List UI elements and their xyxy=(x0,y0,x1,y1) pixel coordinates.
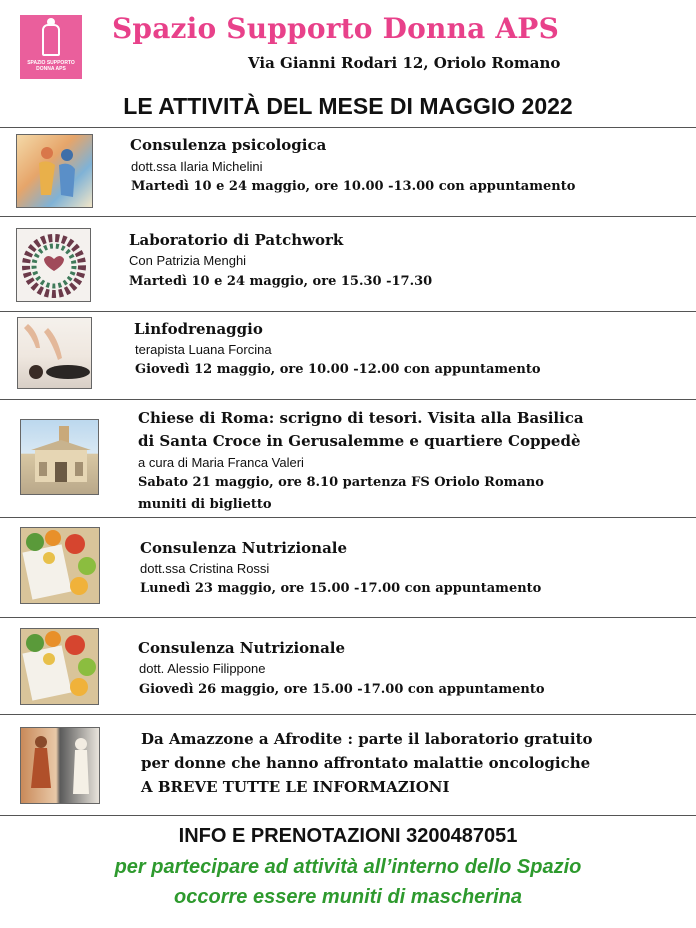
activity-title: Consulenza Nutrizionale xyxy=(140,539,348,557)
activity-schedule: Martedì 10 e 24 maggio, ore 15.30 -17.30 xyxy=(129,274,433,289)
mask-note-line1: per partecipare ad attività all’interno dello Spazio xyxy=(114,856,582,878)
divider xyxy=(0,815,696,816)
activity-title-line3: A BREVE TUTTE LE INFORMAZIONI xyxy=(141,778,450,796)
divider xyxy=(0,617,696,618)
activity-title-line2: per donne che hanno affrontato malattie oncologiche xyxy=(141,754,591,772)
activity-schedule: Sabato 21 maggio, ore 8.10 partenza FS Oriolo Romano xyxy=(138,475,544,490)
divider xyxy=(0,127,696,128)
activity-title-line2: di Santa Croce in Gerusalemme e quartiere Coppedè xyxy=(138,432,581,450)
activity-title: Laboratorio di Patchwork xyxy=(129,231,344,249)
divider xyxy=(0,517,696,518)
activity-schedule: Martedì 10 e 24 maggio, ore 10.00 -13.00 con appuntamento xyxy=(131,179,576,194)
activity-schedule: Giovedì 12 maggio, ore 10.00 -12.00 con appuntamento xyxy=(135,362,541,377)
activity-person: a cura di Maria Franca Valeri xyxy=(138,455,304,470)
activity-person: dott. Alessio Filippone xyxy=(139,661,266,676)
patchwork-circle-thumbnail xyxy=(16,228,91,302)
page-title: LE ATTIVITÀ DEL MESE DI MAGGIO 2022 xyxy=(123,93,573,119)
organization-address: Via Gianni Rodari 12, Oriolo Romano xyxy=(248,54,561,72)
contact-info: INFO E PRENOTAZIONI 3200487051 xyxy=(178,825,518,847)
couple-painting-thumbnail xyxy=(16,134,93,208)
fruit-vegetables-thumbnail xyxy=(20,628,99,705)
divider xyxy=(0,399,696,400)
activity-title: Consulenza psicologica xyxy=(130,136,327,154)
divider xyxy=(0,216,696,217)
activity-title xyxy=(138,409,584,427)
activity-person: Con Patrizia Menghi xyxy=(129,253,247,268)
woman-figure-icon xyxy=(42,24,60,56)
activity-title-cont: Visita alla Basilica xyxy=(427,409,584,427)
organization-name: Spazio Supporto Donna APS xyxy=(112,12,559,45)
activity-person: dott.ssa Cristina Rossi xyxy=(140,561,270,576)
logo-caption: SPAZIO SUPPORTO DONNA APS xyxy=(27,60,75,72)
activity-title-main: Da Amazzone a Afrodite : xyxy=(141,730,353,748)
massage-thumbnail xyxy=(17,317,92,389)
activity-title-cont: parte il laboratorio gratuito xyxy=(358,730,593,748)
basilica-thumbnail xyxy=(20,419,99,495)
activity-schedule: Giovedì 26 maggio, ore 15.00 -17.00 con appuntamento xyxy=(139,682,545,697)
activity-title-main: Chiese di Roma: scrigno di tesori. xyxy=(138,409,423,427)
activity-person: terapista Luana Forcina xyxy=(135,342,272,357)
amazon-aphrodite-thumbnail xyxy=(20,727,100,804)
mask-note-line2: occorre essere muniti di mascherina xyxy=(174,886,522,908)
divider xyxy=(0,311,696,312)
activity-title: Linfodrenaggio xyxy=(134,320,263,338)
activity-schedule-line2: muniti di biglietto xyxy=(138,497,272,512)
organization-logo xyxy=(20,15,82,79)
fruit-vegetables-thumbnail xyxy=(20,527,100,604)
activity-person: dott.ssa Ilaria Michelini xyxy=(131,159,263,174)
activity-title xyxy=(141,730,593,748)
divider xyxy=(0,714,696,715)
activity-schedule: Lunedì 23 maggio, ore 15.00 -17.00 con appuntamento xyxy=(140,581,542,596)
activity-title: Consulenza Nutrizionale xyxy=(138,639,346,657)
